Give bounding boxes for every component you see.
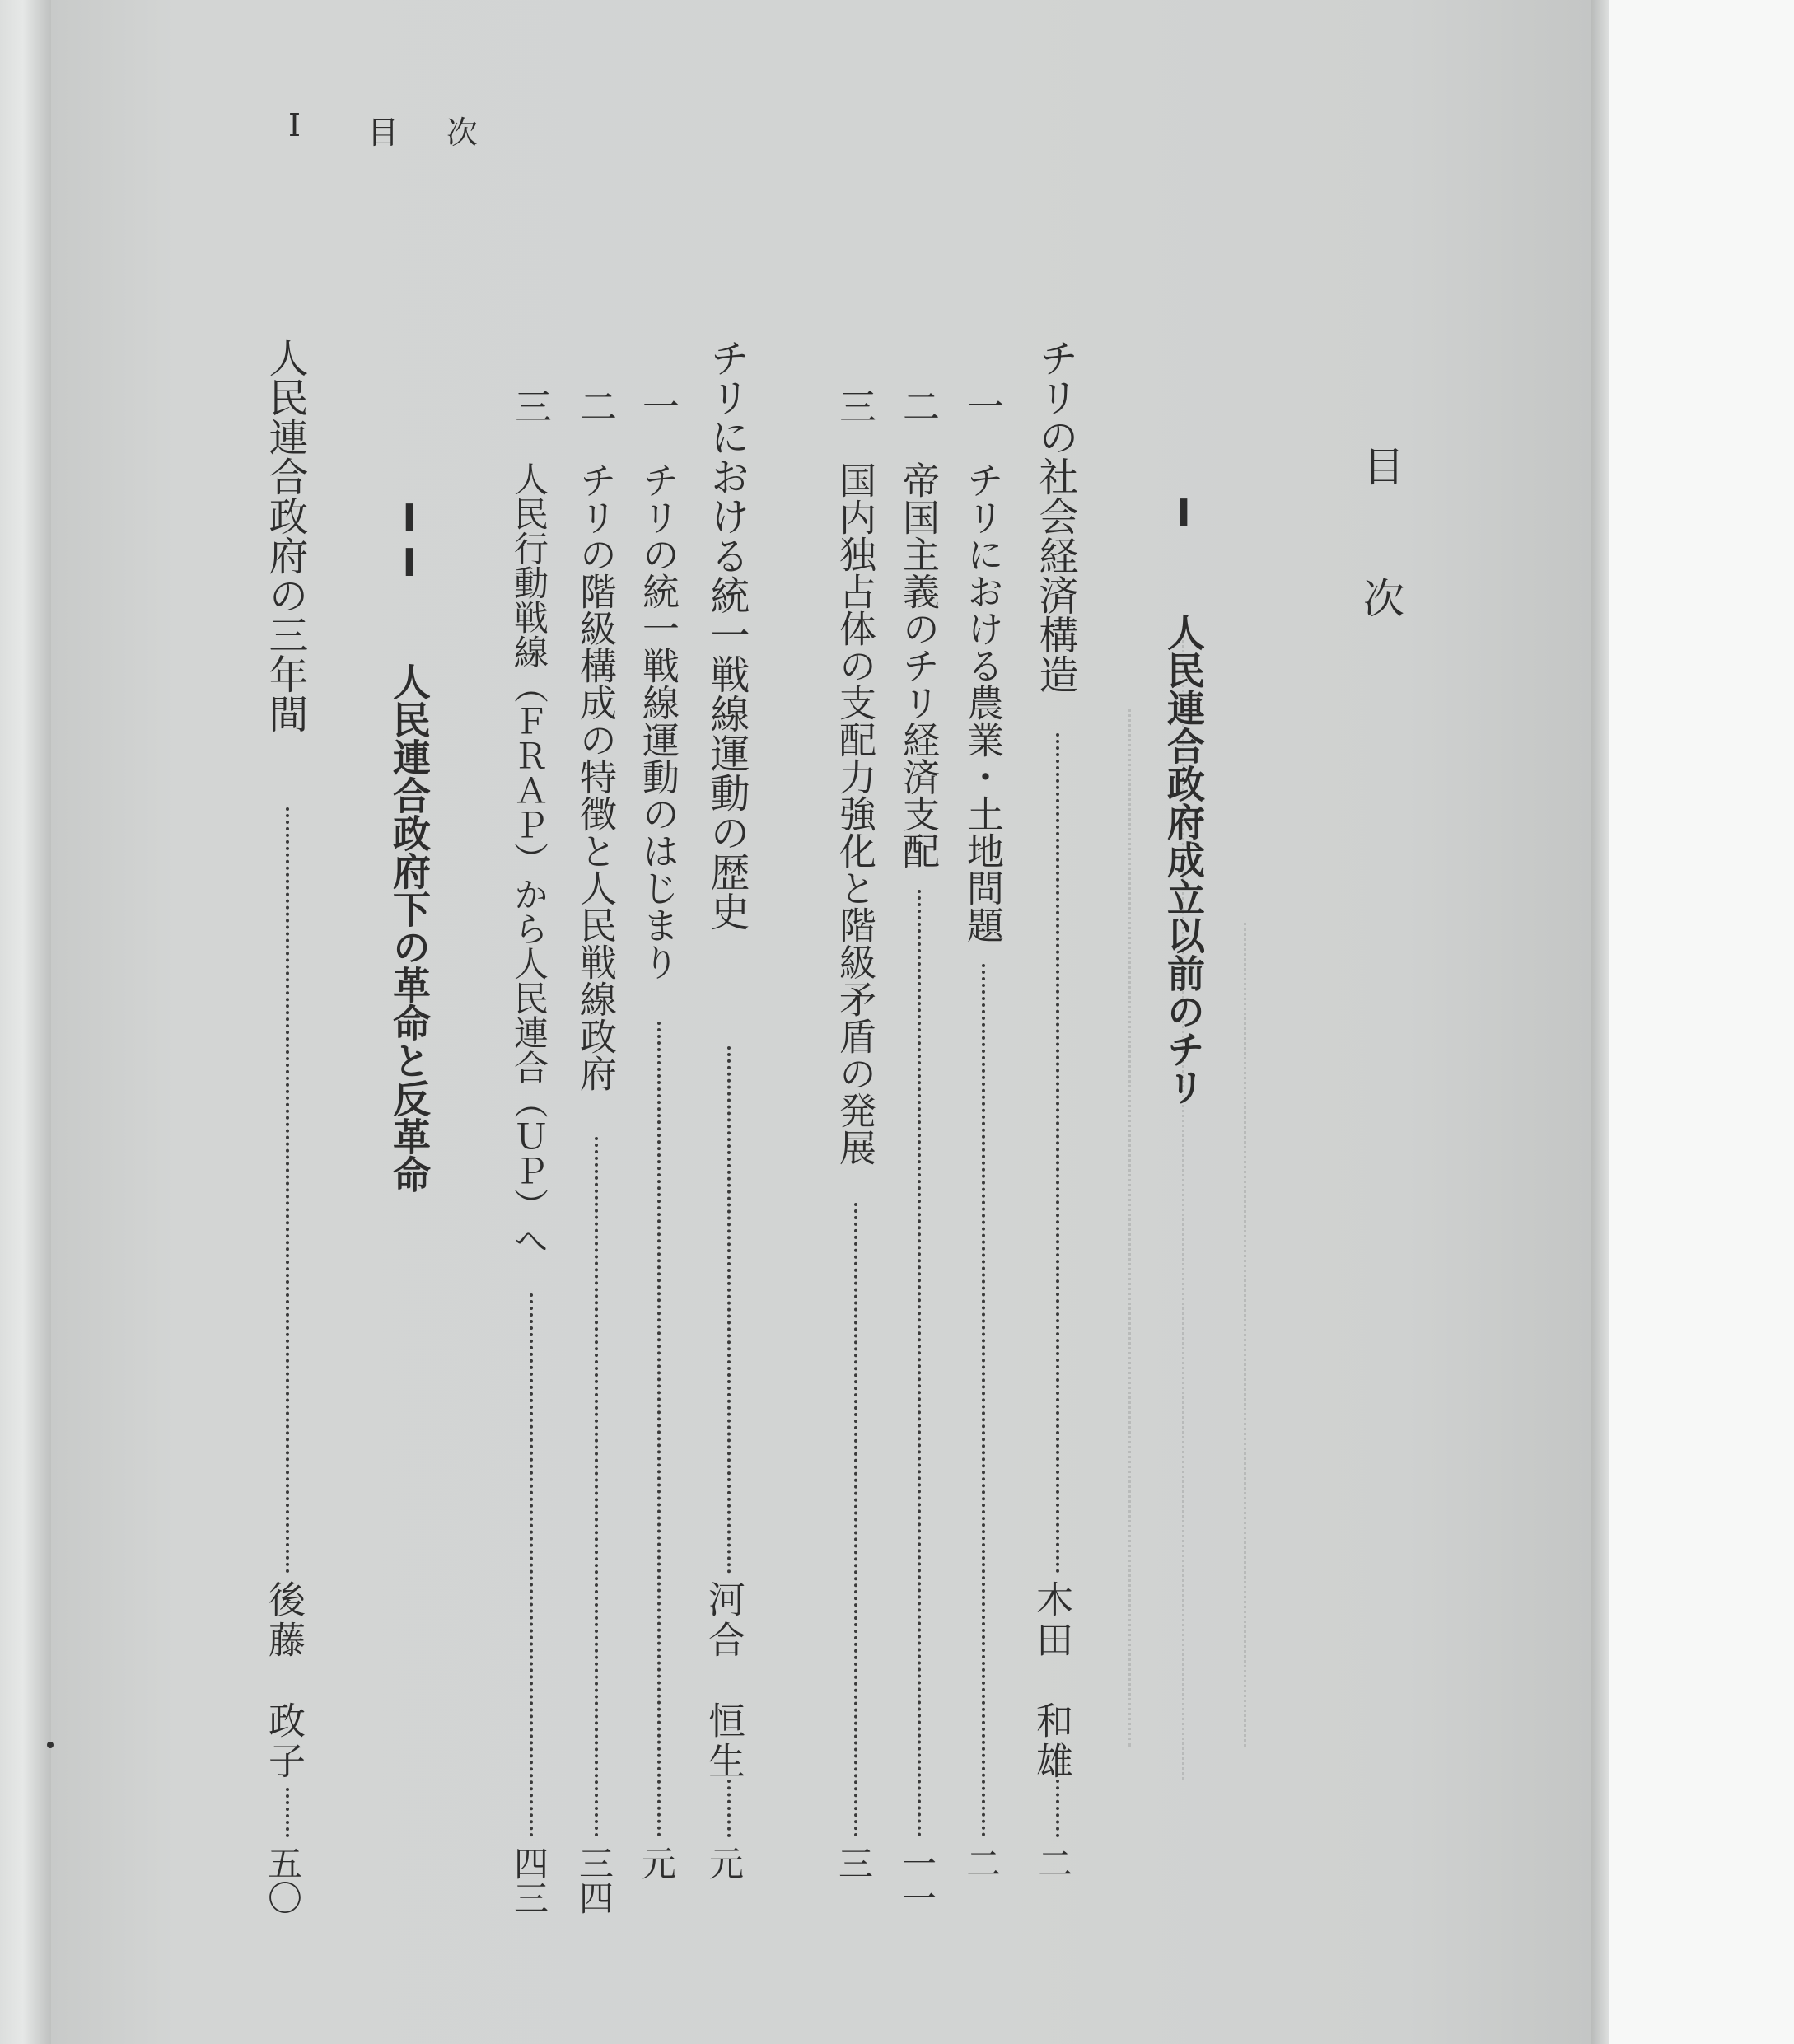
paper-speck — [47, 1742, 54, 1748]
show-through-leader — [1128, 709, 1131, 1747]
dot-leader — [854, 1203, 857, 1837]
chapter-author: 後藤 政子 — [262, 1580, 306, 1782]
dot-leader — [1056, 1780, 1059, 1837]
dot-leader — [727, 1780, 731, 1837]
section-number: 三 — [833, 387, 876, 424]
dot-leader — [982, 964, 985, 1837]
chapter-title: チリにおける統一戦線運動の歴史 — [703, 338, 750, 931]
part-numeral: II — [387, 496, 432, 585]
page-number: 一一 — [897, 1845, 937, 1915]
running-head — [288, 107, 478, 152]
section-title: チリの階級構成の特徴と人民戦線政府 — [573, 461, 617, 1092]
dot-leader — [286, 1788, 289, 1837]
dot-leader — [530, 1293, 533, 1837]
part-numeral: I — [1161, 491, 1206, 536]
page-number: 五〇 — [263, 1845, 303, 1915]
section-number: 二 — [573, 387, 617, 424]
section-number: 一 — [636, 387, 680, 424]
page-number: 二 — [1033, 1845, 1073, 1880]
dot-leader — [918, 890, 921, 1837]
section-title: チリにおける農業・土地問題 — [960, 461, 1004, 943]
background-surface — [1609, 0, 1794, 2044]
dot-leader — [727, 1046, 731, 1574]
chapter-title: チリの社会経済構造 — [1032, 338, 1078, 694]
show-through-leader — [1244, 923, 1246, 1747]
part-heading-1 — [1161, 491, 1206, 1106]
section-title: チリの統一戦線運動のはじまり — [636, 461, 680, 980]
facing-page-edge — [0, 0, 51, 2044]
section-title: 国内独占体の支配力強化と階級矛盾の発展 — [833, 461, 876, 1166]
toc-title: 目次 — [1357, 445, 1404, 709]
section-number: 一 — [960, 387, 1004, 424]
dot-leader — [595, 1137, 598, 1837]
section-number: 二 — [896, 387, 940, 424]
dot-leader — [286, 807, 289, 1574]
page-number: 元 — [637, 1845, 677, 1880]
running-head-numeral: I — [288, 107, 301, 143]
page-number: 三四 — [574, 1845, 614, 1915]
dot-leader — [1056, 733, 1059, 1574]
section-title: 人民行動戦線（ＦＲＡＰ）から人民連合（ＵＰ）へ — [509, 461, 549, 1257]
chapter-author: 木田 和雄 — [1030, 1580, 1073, 1782]
section-number: 三 — [508, 387, 552, 424]
running-head-title-1: 目 — [367, 115, 399, 151]
running-head-title-2: 次 — [446, 115, 479, 151]
page-number: 三 — [834, 1845, 874, 1880]
part-title: 人民連合政府成立以前のチリ — [1161, 613, 1206, 1106]
page-gutter-shadow — [1591, 0, 1609, 2044]
page-number: 二 — [961, 1845, 1002, 1880]
chapter-author: 河合 恒生 — [702, 1580, 745, 1782]
section-title: 帝国主義のチリ経済支配 — [896, 461, 940, 869]
dot-leader — [657, 1022, 661, 1837]
part-title: 人民連合政府下の革命と反革命 — [387, 662, 432, 1193]
part-heading-2 — [387, 496, 432, 1193]
chapter-title: 人民連合政府の三年間 — [262, 338, 308, 733]
page-number: 四三 — [509, 1845, 549, 1915]
page-number: 元 — [704, 1845, 745, 1880]
